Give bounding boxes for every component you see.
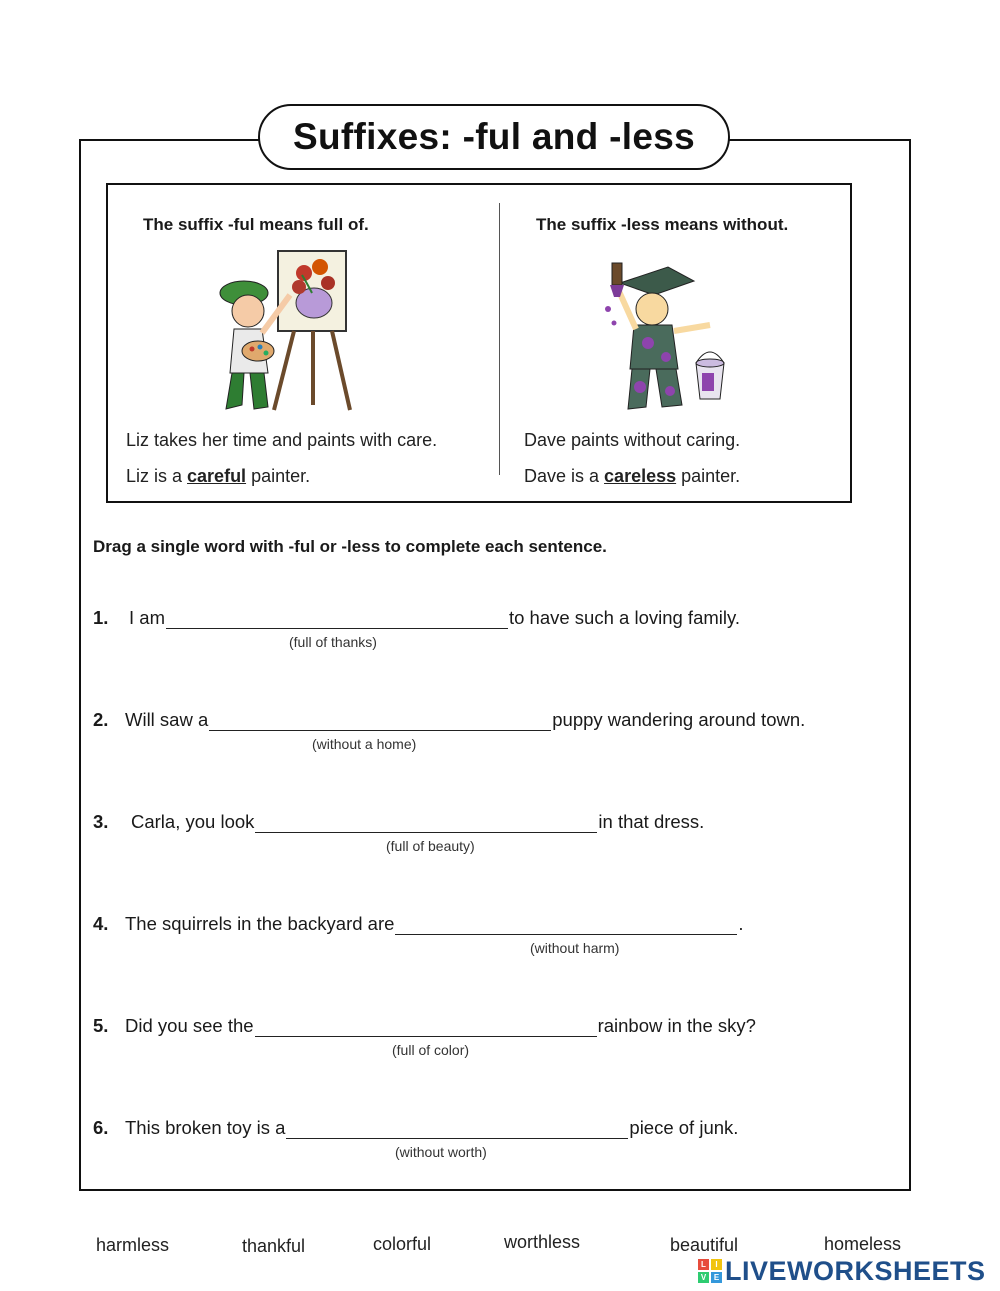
less-heading: The suffix -less means without.	[536, 215, 789, 234]
worksheet-title: Suffixes: -ful and -less	[258, 104, 730, 170]
question-text-after: .	[738, 913, 744, 934]
less-example-word: careless	[604, 466, 677, 486]
question-text-before: I am	[129, 607, 165, 628]
question-text-after: puppy wandering around town.	[552, 709, 806, 730]
question-text-after: in that dress.	[598, 811, 705, 832]
word-bank-thankful[interactable]: thankful	[242, 1236, 306, 1256]
answer-drop-zone[interactable]	[395, 916, 737, 935]
question-text-after: to have such a loving family.	[508, 607, 741, 628]
word-bank-worthless[interactable]: worthless	[504, 1232, 581, 1252]
answer-drop-zone[interactable]	[166, 610, 508, 629]
word-bank-beautiful[interactable]: beautiful	[670, 1235, 739, 1255]
question-hint: (without worth)	[395, 1144, 487, 1160]
info-divider	[499, 203, 500, 475]
question-hint: (full of beauty)	[386, 838, 475, 854]
instruction-text: Drag a single word with -ful or -less to complete each sentence.	[93, 537, 607, 556]
careless-painter-illustration	[598, 259, 738, 415]
logo-text: LIVEWORKSHEETS	[725, 1255, 986, 1286]
answer-drop-zone[interactable]	[255, 1018, 597, 1037]
question-number: 5.	[93, 1015, 109, 1036]
ful-line2-pre: Liz is a	[126, 466, 188, 486]
question-number: 2.	[93, 709, 109, 730]
question-number: 4.	[93, 913, 109, 934]
question-text-before: Carla, you look	[131, 811, 255, 832]
ful-example-line1: Liz takes her time and paints with care.	[126, 430, 438, 450]
question-hint: (without a home)	[312, 736, 417, 752]
less-line2-pre: Dave is a	[524, 466, 605, 486]
less-example-line1: Dave paints without caring.	[524, 430, 741, 450]
question-text-before: The squirrels in the backyard are	[125, 913, 395, 934]
question-hint: (full of color)	[392, 1042, 470, 1058]
question-number: 6.	[93, 1117, 109, 1138]
ful-line2-post: painter.	[246, 466, 311, 486]
answer-drop-zone[interactable]	[286, 1120, 628, 1139]
logo-mark-icon	[698, 1259, 722, 1283]
question-5	[93, 1015, 756, 1065]
logo-block-l: L	[698, 1259, 709, 1270]
question-2	[93, 709, 805, 759]
question-4	[93, 913, 744, 963]
word-bank-harmless[interactable]: harmless	[96, 1235, 170, 1255]
careful-painter-illustration	[204, 245, 354, 415]
question-number: 1.	[93, 607, 109, 628]
question-text-before: Did you see the	[125, 1015, 254, 1036]
suffix-info-box	[106, 183, 852, 503]
ful-example-word: careful	[187, 466, 247, 486]
question-6	[93, 1117, 738, 1167]
logo-block-e: E	[711, 1272, 722, 1283]
question-hint: (without harm)	[530, 940, 620, 956]
answer-drop-zone[interactable]	[209, 712, 551, 731]
less-example-line2	[524, 466, 740, 487]
question-1	[93, 607, 740, 657]
ful-heading: The suffix -ful means full of.	[143, 215, 369, 234]
logo-block-i: I	[711, 1259, 722, 1270]
question-text-before: This broken toy is a	[125, 1117, 286, 1138]
answer-drop-zone[interactable]	[255, 814, 597, 833]
question-text-before: Will saw a	[125, 709, 209, 730]
word-bank-homeless[interactable]: homeless	[824, 1234, 902, 1254]
question-text-after: piece of junk.	[629, 1117, 739, 1138]
liveworksheets-logo	[698, 1256, 986, 1286]
less-line2-post: painter.	[676, 466, 741, 486]
question-hint: (full of thanks)	[289, 634, 377, 650]
ful-example-line2	[126, 466, 310, 487]
logo-block-v: V	[698, 1272, 709, 1283]
question-number: 3.	[93, 811, 109, 832]
question-3	[93, 811, 704, 861]
word-bank-colorful[interactable]: colorful	[373, 1234, 432, 1254]
question-text-after: rainbow in the sky?	[597, 1015, 756, 1036]
